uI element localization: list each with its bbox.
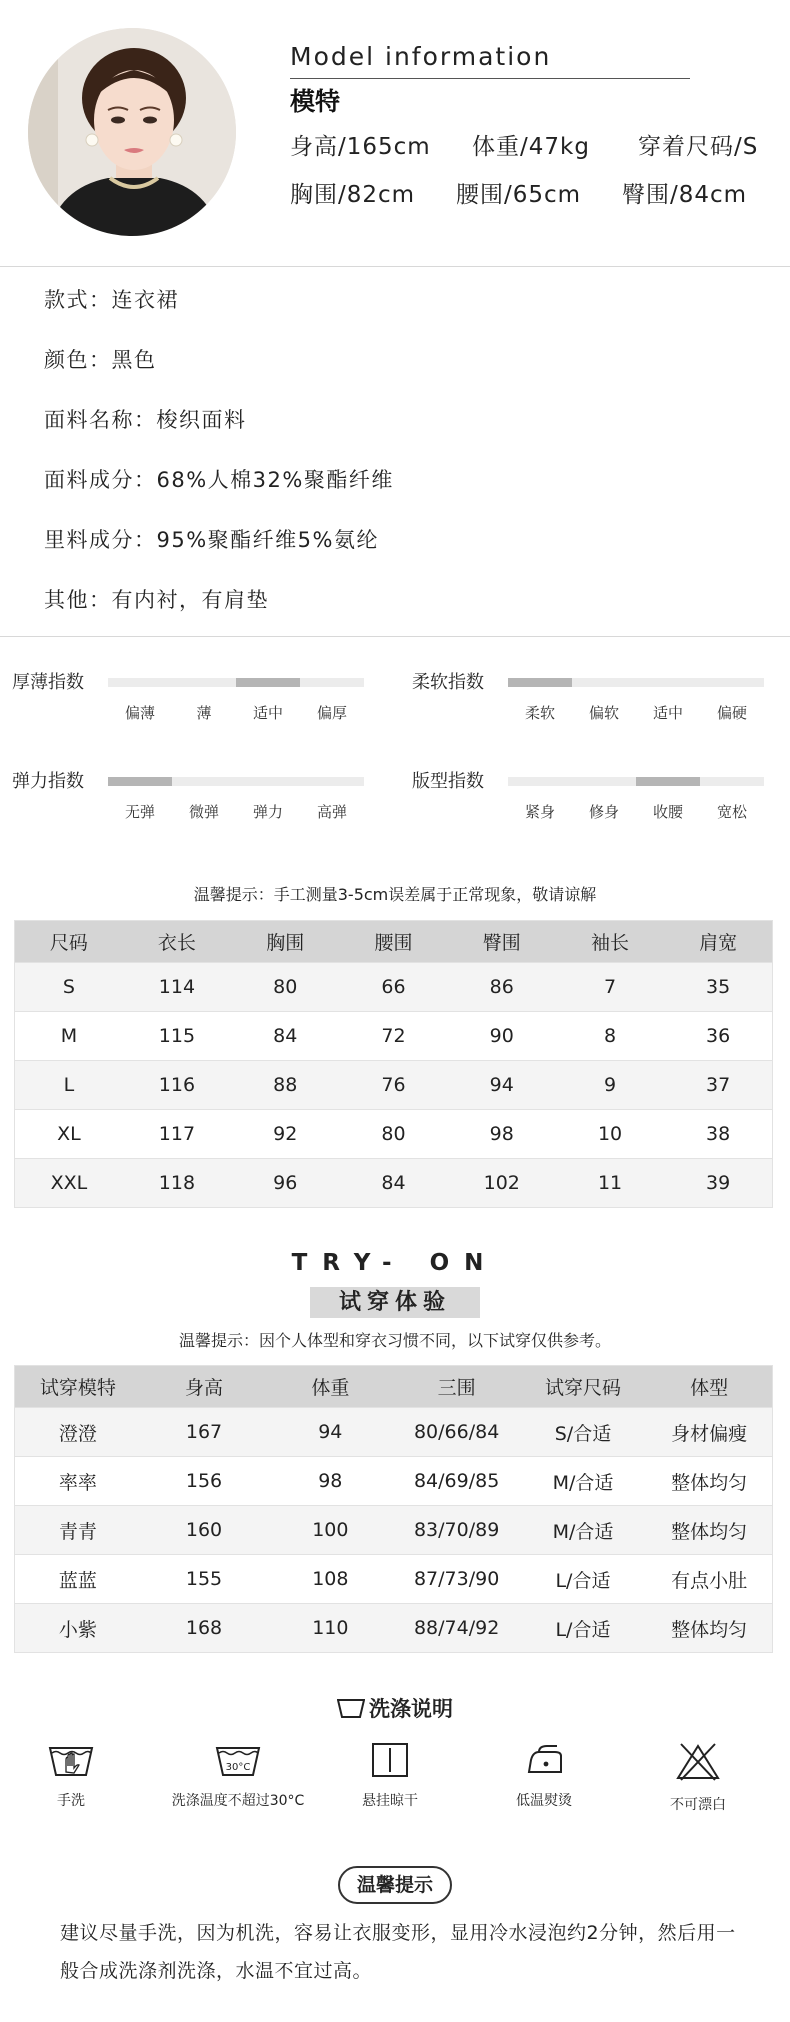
table-cell: 35 [664, 963, 772, 1012]
column-header: 试穿模特 [15, 1366, 141, 1408]
model-waist: 腰围/65cm [456, 182, 582, 208]
index-thickness [12, 668, 392, 758]
index-tick: 柔软 [524, 704, 556, 722]
product-fabric-name: 面料名称：梭织面料 [44, 408, 247, 432]
table-cell: S [15, 963, 123, 1012]
table-row [15, 1110, 773, 1159]
table-cell: 整体均匀 [646, 1604, 772, 1653]
column-header: 胸围 [231, 921, 339, 963]
table-cell: 88 [231, 1061, 339, 1110]
table-cell: 小紫 [15, 1604, 141, 1653]
table-cell: 90 [448, 1012, 556, 1061]
table-cell: 10 [556, 1110, 664, 1159]
table-cell: 澄澄 [15, 1408, 141, 1457]
column-header: 三围 [393, 1366, 519, 1408]
column-header: 尺码 [15, 921, 123, 963]
table-cell: 114 [123, 963, 231, 1012]
model-weight: 体重/47kg [472, 134, 590, 160]
table-cell: 72 [339, 1012, 447, 1061]
table-cell: XXL [15, 1159, 123, 1208]
tryon-title-en: TRY- ON [291, 1250, 499, 1276]
table-cell: M/合适 [520, 1457, 646, 1506]
index-tick: 宽松 [716, 803, 748, 821]
index-tick: 适中 [252, 704, 284, 722]
tryon-table-header [15, 1366, 773, 1408]
table-cell: 100 [267, 1506, 393, 1555]
table-cell: 156 [141, 1457, 267, 1506]
table-cell: L/合适 [520, 1604, 646, 1653]
table-row [15, 1159, 773, 1208]
table-cell: 80/66/84 [393, 1408, 519, 1457]
low-iron-icon [521, 1742, 567, 1778]
column-header: 肩宽 [664, 921, 772, 963]
table-cell: 96 [231, 1159, 339, 1208]
index-track [508, 678, 764, 687]
index-tick: 偏厚 [316, 704, 348, 722]
hand-wash-icon [48, 1742, 94, 1778]
column-header: 身高 [141, 1366, 267, 1408]
product-lining-composition: 里料成分：95%聚酯纤维5%氨纶 [44, 528, 379, 552]
table-cell: L [15, 1061, 123, 1110]
column-header: 臀围 [448, 921, 556, 963]
table-row [15, 1506, 773, 1555]
table-cell: 36 [664, 1012, 772, 1061]
index-selected-segment [236, 678, 300, 687]
tryon-table [14, 1365, 773, 1653]
index-label: 厚薄指数 [12, 672, 84, 693]
table-cell: 86 [448, 963, 556, 1012]
model-title-underline [290, 78, 690, 79]
section-divider [0, 636, 790, 637]
table-cell: 37 [664, 1061, 772, 1110]
table-cell: 94 [267, 1408, 393, 1457]
table-cell: 155 [141, 1555, 267, 1604]
index-track [108, 678, 364, 687]
column-header: 腰围 [339, 921, 447, 963]
product-other: 其他：有内衬，有肩垫 [44, 588, 269, 612]
table-cell: 84/69/85 [393, 1457, 519, 1506]
table-row [15, 1555, 773, 1604]
table-cell: 9 [556, 1061, 664, 1110]
table-cell: 115 [123, 1012, 231, 1061]
column-header: 体重 [267, 1366, 393, 1408]
wash-label: 悬挂晾干 [362, 1793, 418, 1809]
index-tick: 修身 [588, 803, 620, 821]
product-info [44, 284, 394, 644]
table-cell: S/合适 [520, 1408, 646, 1457]
table-row [15, 1604, 773, 1653]
index-tick: 偏薄 [124, 704, 156, 722]
table-cell: 87/73/90 [393, 1555, 519, 1604]
table-cell: 84 [231, 1012, 339, 1061]
table-cell: 80 [339, 1110, 447, 1159]
index-label: 版型指数 [412, 771, 484, 792]
table-row [15, 1408, 773, 1457]
index-tick: 弹力 [252, 803, 284, 821]
hang-dry-icon [367, 1742, 413, 1778]
index-track [108, 777, 364, 786]
table-cell: 160 [141, 1506, 267, 1555]
table-cell: 青青 [15, 1506, 141, 1555]
tryon-table-body [15, 1408, 773, 1653]
table-cell: 92 [231, 1110, 339, 1159]
table-cell: 身材偏瘦 [646, 1408, 772, 1457]
index-tick: 微弹 [188, 803, 220, 821]
size-table-header [15, 921, 773, 963]
index-label: 弹力指数 [12, 771, 84, 792]
table-cell: L/合适 [520, 1555, 646, 1604]
table-cell: 整体均匀 [646, 1457, 772, 1506]
table-row [15, 1457, 773, 1506]
model-height: 身高/165cm [290, 134, 431, 160]
table-cell: 84 [339, 1159, 447, 1208]
index-selected-segment [508, 678, 572, 687]
table-row [15, 1061, 773, 1110]
wash-label: 低温熨烫 [516, 1793, 572, 1809]
index-softness [412, 668, 790, 758]
table-cell: 7 [556, 963, 664, 1012]
table-cell: 11 [556, 1159, 664, 1208]
table-cell: 8 [556, 1012, 664, 1061]
index-label: 柔软指数 [412, 672, 484, 693]
table-cell: 88/74/92 [393, 1604, 519, 1653]
column-header: 试穿尺码 [520, 1366, 646, 1408]
table-cell: 108 [267, 1555, 393, 1604]
notice-title: 温馨提示 [338, 1866, 452, 1904]
model-hip: 臀围/84cm [622, 182, 748, 208]
column-header: 袖长 [556, 921, 664, 963]
index-selected-segment [636, 777, 700, 786]
index-tick: 高弹 [316, 803, 348, 821]
table-cell: 38 [664, 1110, 772, 1159]
table-row [15, 963, 773, 1012]
table-cell: 117 [123, 1110, 231, 1159]
model-name: 模特 [290, 87, 341, 116]
wash-30-icon [215, 1742, 261, 1778]
table-row [15, 1012, 773, 1061]
table-cell: 98 [448, 1110, 556, 1159]
model-section [0, 0, 790, 266]
table-cell: 39 [664, 1159, 772, 1208]
size-table-body [15, 963, 773, 1208]
table-cell: 98 [267, 1457, 393, 1506]
model-bust: 胸围/82cm [290, 182, 416, 208]
tryon-title-cn: 试穿体验 [310, 1287, 480, 1318]
index-fit [412, 767, 790, 857]
table-cell: XL [15, 1110, 123, 1159]
table-cell: M/合适 [520, 1506, 646, 1555]
notice-text: 建议尽量手洗，因为机洗，容易让衣服变形，显用冷水浸泡约2分钟，然后用一般合成洗涤剂洗涤，水温不宜过高。 [60, 1922, 736, 1982]
table-cell: 有点小肚 [646, 1555, 772, 1604]
table-cell: 110 [267, 1604, 393, 1653]
table-cell: 118 [123, 1159, 231, 1208]
wash-title-text: 洗涤说明 [369, 1697, 453, 1721]
product-color: 颜色：黑色 [44, 348, 157, 372]
size-table-tip: 温馨提示：手工测量3-5cm误差属于正常现象，敬请谅解 [193, 885, 597, 904]
index-selected-segment [108, 777, 172, 786]
wash-temp-text: 30°C [225, 1762, 251, 1773]
table-cell: 蓝蓝 [15, 1555, 141, 1604]
model-avatar [28, 28, 236, 236]
column-header: 衣长 [123, 921, 231, 963]
index-track [508, 777, 764, 786]
table-cell: 94 [448, 1061, 556, 1110]
wash-item-bleach [603, 1742, 790, 1814]
product-style: 款式：连衣裙 [44, 288, 179, 312]
index-tick: 收腰 [652, 803, 684, 821]
tryon-tip: 温馨提示：因个人体型和穿衣习惯不同，以下试穿仅供参考。 [178, 1331, 611, 1350]
table-cell: 整体均匀 [646, 1506, 772, 1555]
index-tick: 偏硬 [716, 704, 748, 722]
no-bleach-icon [675, 1742, 721, 1782]
table-cell: 116 [123, 1061, 231, 1110]
column-header: 体型 [646, 1366, 772, 1408]
model-size: 穿着尺码/S [638, 134, 759, 160]
wash-label: 手洗 [57, 1793, 85, 1809]
index-tick: 无弹 [124, 803, 156, 821]
model-portrait-illustration [28, 28, 236, 236]
table-cell: 66 [339, 963, 447, 1012]
size-table [14, 920, 773, 1208]
wash-label: 不可漂白 [670, 1797, 726, 1813]
table-cell: 167 [141, 1408, 267, 1457]
table-cell: 83/70/89 [393, 1506, 519, 1555]
table-cell: 102 [448, 1159, 556, 1208]
section-divider [0, 266, 790, 267]
table-cell: 率率 [15, 1457, 141, 1506]
product-fabric-composition: 面料成分：68%人棉32%聚酯纤维 [44, 468, 394, 492]
wash-title [0, 1693, 790, 1724]
table-cell: 168 [141, 1604, 267, 1653]
table-cell: M [15, 1012, 123, 1061]
index-tick: 紧身 [524, 803, 556, 821]
index-tick: 偏软 [588, 704, 620, 722]
model-info-title: Model information [290, 42, 552, 71]
wash-label: 洗涤温度不超过30°C [171, 1793, 305, 1809]
wash-item-hand [0, 1742, 166, 1810]
table-cell: 76 [339, 1061, 447, 1110]
wash-basin-icon [337, 1697, 365, 1724]
index-tick: 适中 [652, 704, 684, 722]
table-cell: 80 [231, 963, 339, 1012]
index-tick: 薄 [196, 704, 212, 722]
index-elasticity [12, 767, 392, 857]
